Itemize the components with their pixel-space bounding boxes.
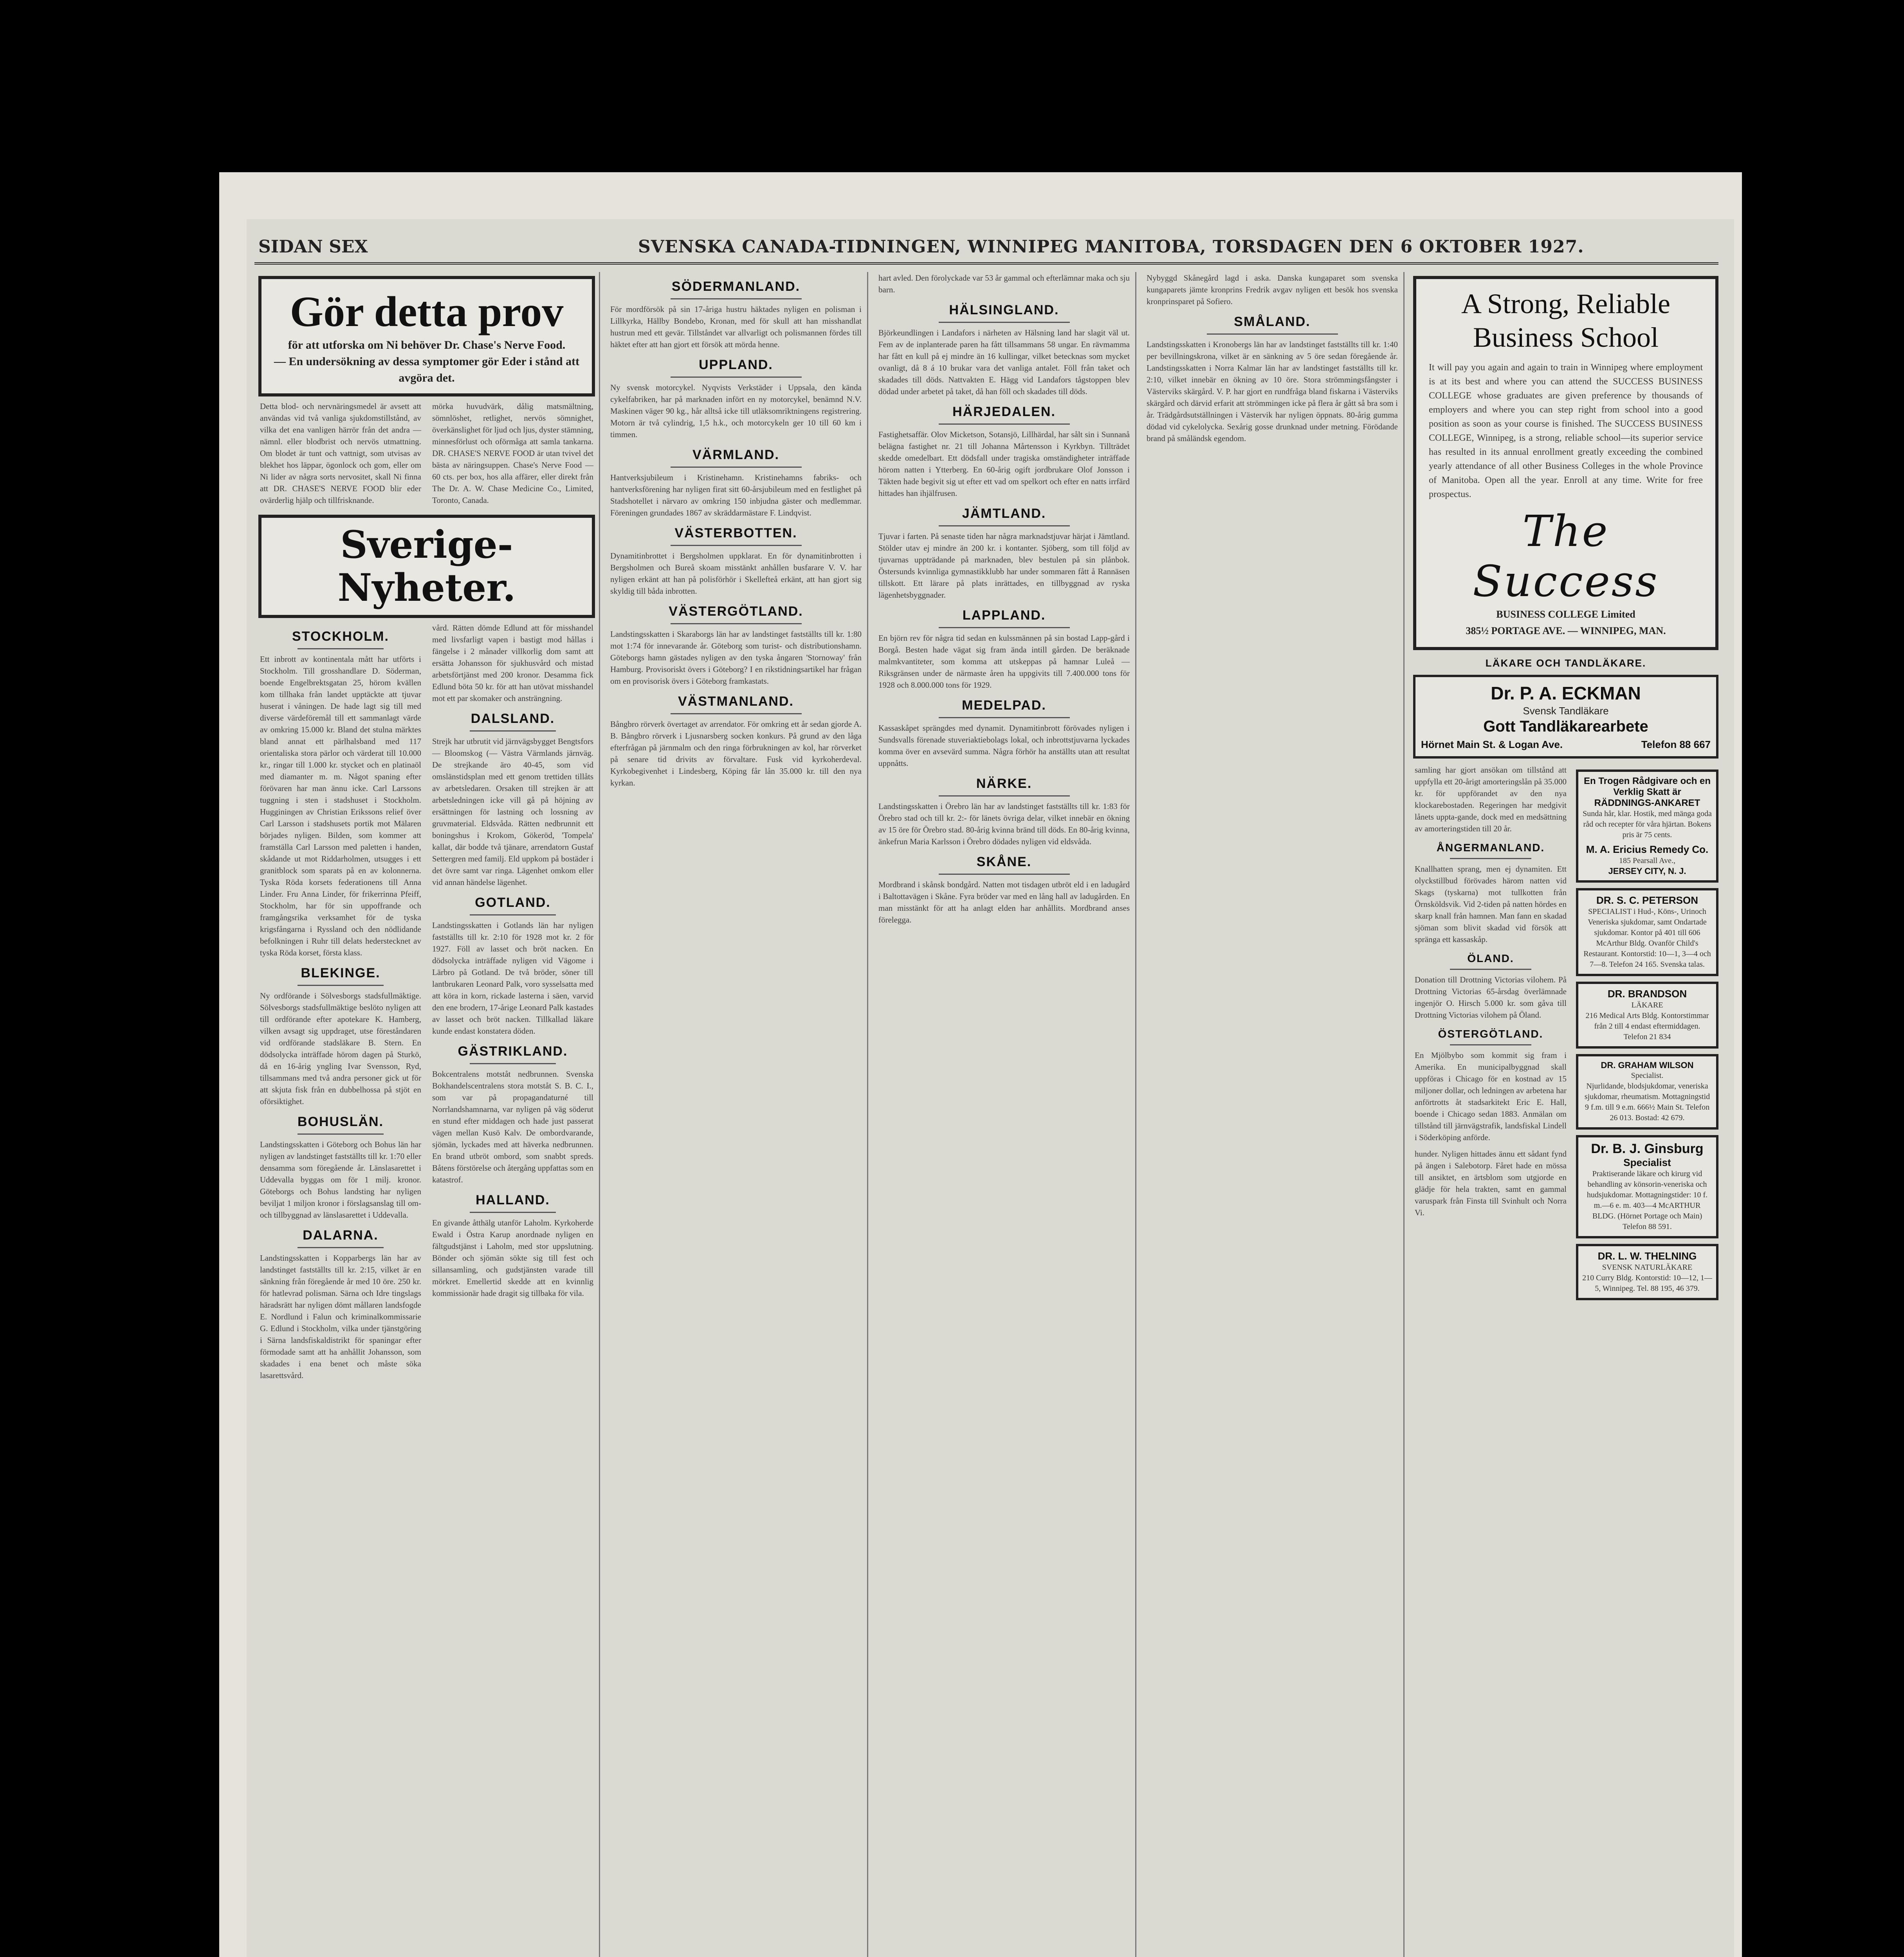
ericius-city: JERSEY CITY, N. J. [1608, 866, 1686, 876]
school-ad-title-1: A Strong, Reliable [1461, 288, 1670, 319]
section-text-harjedalen: Fastighetsaffär. Olov Micketson, Sotansjö, Lillhärdal, har sålt sin i Sunnanå belägna fastighet nr. 21 till Johanna Mårtensson i Kyrkbyn. Tillträdet skedde omedelbart. Ett dödsfall under tragiska omständigheter inträffade hörom natten i Ytterberg. En 60-årig ogift jordbrukare Olof Jonsson i Täkten hade begivit sig ut efter ett vad om spelkort och efter en natts irrfärd hittades han ihjälfrusen. [878, 430, 1130, 498]
section-head-stockholm: STOCKHOLM. [292, 629, 389, 644]
chase-ad [258, 276, 595, 396]
col5-news [1409, 764, 1572, 1306]
column-2 [605, 272, 868, 1957]
section-text-stockholm: Ett inbrott av kontinentala mått har utförts i Stockholm. Till grosshandlare D. Söderman, boende Engelbrektsgatan 25, hörom kvällen kom tillhaka från landet upptäckte att tjuvar huserat i våningen. De hade lagt sig till med diverse värdeföremål till ett sammanlagt värde av omkring 15.000 kr. Bland det stulna märktes bland annat ett pärlhalsband med 117 orientaliska stora pärlor och värderat till 10.000 kr., ringar till 1.000 kr. stycket och en platinaöl med diamanter m. m. Något spaning efter förövaren har man ännu icke. Carl Larssons tuggning i sten i stadshuset i Stockholm. Hugginingen av Christian Erikssons relief över Carl Larsson i stadshusets portik mot Mälaren börjades nyligen. Bilden, som kommer att framställa Carl Larsson med paletten i handen, skådande ut mot Riddarholmen, utsugges i ett granitblock som sparats på en av kolonnerna. Tyska Röda korsets federationens till Anna Linder. Fru Anna Linder, för frikerrinna Pfeiff, Stockholm, har för sin uppoffrande och framgångsrika verksamhet för de tyska krigsfångarna i Ryssland och den nödlidande befolkningen i Ruhr till delats hederstecknet av tyska Röda korset, första klass. [260, 654, 421, 957]
section-head-sodermanland: SÖDERMANLAND. [671, 279, 801, 294]
section-text-narke: Landstingsskatten i Örebro län har av landstinget fastställts till kr. 1:83 för Örebro stad och till kr. 2:- för länets övriga delar, vilket innebär en ökning av 15 öre för Örebro stad. 80-årig kvinna bränd till döds. En 80-årig kvinna, änkefrun Maria Karlsson i Örebro dödades nyligen vid eldsvåda. [878, 802, 1130, 846]
section-head-skane: SKÅNE. [976, 854, 1032, 869]
section-head-medelpad: MEDELPAD. [962, 698, 1046, 713]
chase-ad-body [254, 400, 599, 511]
divider [939, 874, 1070, 875]
brandson-body: 216 Medical Arts Bldg. Kontorstimmar från 2 till 4 endast eftermiddagen. Telefon 21 834 [1585, 1011, 1709, 1041]
section-head-dalarna: DALARNA. [303, 1228, 379, 1243]
section-text-ostergotland: En Mjölbybo som kommit sig fram i Amerika. En municipalbyggnad skall uppföras i Chicago för en kostnad av 15 miljoner dollar, och ledningen av arbetena har anförtrotts åt stadsarkitekt Eric E. Hall, boende i Chicago sedan 1883. Anmälan om tillstånd till järnvägstrafik, landsfiskal Lindell i Söderköping anförde. [1415, 1051, 1567, 1142]
ericius-ad [1576, 769, 1718, 883]
col5-doctor-ads [1572, 764, 1722, 1306]
chase-ad-body-left: Detta blod- och nervnäringsmedel är avsett att användas vid två vanliga sjukdomstillstånd, av vilka det ena vanligen härrör från det andra — nämnl. eller blodbrist och nervös utmattning. Om blodet är tunt och vattnigt, som utvisas av blekhet hos läppar, ögonlock och gom, eller om Ni lider av några sorts nervositet, skall Ni finna att DR. CHASE'S NERVE FOOD blir eder ovärderlig hjälp och tillfrisknande. [260, 402, 421, 505]
ginsburg-ad [1576, 1135, 1718, 1238]
section-head-vastergotland: VÄSTERGÖTLAND. [669, 604, 803, 619]
section-text-col5-mid: samling har gjort ansökan om tillstånd att uppfylla ett 20-årigt amorteringslån på 35.000 kr. för uppförandet av den nya klockarebostaden. Regeringen har medgivit lånets uppta-gande, dock med en medsättning av amorteringstiden till 20 år. [1415, 765, 1567, 833]
section-text-sodermanland: För mordförsök på sin 17-åriga hustru häktades nyligen en polisman i Lillkyrka, Hällby Bondebo, Kronan, med för skull att han misshandlat hustrun med ett gevär. Tillståndet var allvarligt och polismannen fördes till häktet efter att han gjort ett försök att mörda henne. [610, 305, 862, 349]
section-head-dalsland: DALSLAND. [471, 711, 555, 726]
peterson-ad [1576, 888, 1718, 976]
divider [1450, 1044, 1531, 1045]
ginsburg-title: Specialist [1623, 1157, 1671, 1168]
section-text-jamtland: Tjuvar i farten. På senaste tiden har några marknadstjuvar härjat i Jämtland. Stölder utav ej mindre än 200 kr. i kontanter. Sjöberg, som till följd av tjuvarnas uppträdande på marknaden, blev bestulen på sin plånbok. Östersunds kvinnliga gymnastikklubb har under sommaren fått å Rannäsen tillskott. Ett lärare på plats inrättades, en tillbyggnad av ryska lägenhetsbyggnader. [878, 532, 1130, 600]
divider [470, 1212, 556, 1213]
divider [470, 914, 556, 915]
ginsburg-body: Praktiserande läkare och kirurg vid behandling av könsorin-veneriska och hudsjukdomar. Mottagningstider: 10 f. m.—6 e. m. 403—4 McARTHUR BLDG. (Hörnet Portage och Main) Telefon 88 591. [1587, 1170, 1708, 1231]
divider [1450, 969, 1531, 970]
column-1 [254, 272, 600, 1957]
col1-news [254, 622, 599, 1386]
eckman-service: Gott Tandläkarearbete [1483, 718, 1648, 735]
chase-ad-subheadline-2: — En undersökning av dessa symptomer gör Eder i stånd att avgöra det. [274, 355, 580, 384]
section-text-oland: Donation till Drottning Victorias vilohem. På Drottning Victorias 65-årsdag överlämnade ingenjör O. Hirsch 5.000 kr. som gåva till Drottning Victorias vilohem på Öland. [1415, 975, 1567, 1020]
section-head-halsingland: HÄLSINGLAND. [949, 303, 1059, 317]
thelning-body: 210 Curry Bldg. Kontorstid: 10—12, 1—5, Winnipeg. Tel. 88 195, 46 379. [1582, 1274, 1712, 1293]
section-text-blekinge: Ny ordförande i Sölvesborgs stadsfullmäktige. Sölvesborgs stadsfullmäktige beslöto nyligen att till ordförande efter apotekare K. Hamberg, vilken avsagt sig uppdraget, utse föreståndaren vid ordförande stadsläkare B. Stern. En dödsolycka inträffade hörom dagen på Sturkö, då en 16-årig yngling Ivar Svensson, Ryd, tillsammans med två andra personer gick ut för att skjuta fisk från en dubbelhossa på stjöt en oförsiktighet. [260, 991, 421, 1106]
school-ad-address: 385½ PORTAGE AVE. — WINNIPEG, MAN. [1466, 625, 1666, 636]
section-head-gotland: GOTLAND. [475, 895, 551, 910]
section-head-jamtland: JÄMTLAND. [962, 506, 1046, 521]
section-text-halsingland: Björkeundlingen i Landafors i närheten av Hälsning land har slagit väl ut. Fem av de inplanterade paren ha fått tillsammans 58 ungar. En rävmamma har fått en kull på ej mindre än 16 kullingar, vilket betecknas som mycket ovanligt, då 8 á 10 brukar vara det vanliga antalet. Föll från taket och skadades till döds. Nattvakten E. Hägg vid Landafors tågstoppen blev dödad under arbetet på taket, då han föll och skadades till döds. [878, 328, 1130, 396]
divider [939, 525, 1070, 526]
divider [671, 713, 802, 714]
divider [671, 377, 802, 378]
section-head-narke: NÄRKE. [976, 776, 1032, 791]
divider [298, 1133, 384, 1135]
section-text-vasterbotten: Dynamitinbrottet i Bergsholmen uppklarat. En för dynamitinbrotten i Bergsholmen och Bureå skoam misstänkt anhållen busfarare V. V. har nyligen erkänt att han på polisförhör i Skellefteå erkänt, att han gjort sig skyldig till båda inbrotten. [610, 551, 862, 596]
section-head-lappland: LAPPLAND. [962, 608, 1046, 623]
page-number: SIDAN SEX [258, 237, 368, 257]
section-head-smaland: SMÅLAND. [1234, 314, 1311, 329]
section-text-varmland: Hantverksjubileum i Kristinehamn. Kristinehamns fabriks- och hantverksförening har nyligen firat sitt 60-årsjubileum med en festlighet på Stadshotellet i närvaro av omkring 150 inbjudna gäster och medlemmar. Föreningen grundades 1867 av skräddarmästare F. Lindqvist. [610, 473, 862, 517]
section-text-dalarna: Landstingsskatten i Kopparbergs län har av landstinget fastställts till kr. 2:15, vilket är en sänkning från föregående år med 10 öre. 250 kr. för hatlevrad polisman. Särna och Idre tingslags häradsrätt har nyligen dömt mållaren landsfogde E. Nordlund i Falun och kriminalkommissarie G. Edlund i Stockholm, vilka under tjänstgöring i Särna landsfiskaldistrikt för spaningar efter förmodade samt att ha anhållit Johansson, som skadades i ena benet och måste söka lasarettsvård. [260, 1253, 421, 1380]
divider [671, 545, 802, 546]
divider [470, 1063, 556, 1064]
column-5 [1409, 272, 1722, 1957]
success-logo: The Success [1473, 506, 1659, 606]
section-head-angermanland: ÅNGERMANLAND. [1436, 842, 1545, 854]
section-head-oland: ÖLAND. [1467, 952, 1514, 964]
divider [298, 985, 384, 986]
col1-news-right [427, 622, 599, 1386]
divider [671, 298, 802, 299]
wilson-title: Specialist. [1631, 1071, 1664, 1080]
col5-lower [1409, 764, 1722, 1306]
divider [939, 423, 1070, 425]
sverige-nyheter-banner [258, 515, 595, 618]
brandson-title: LÄKARE [1631, 1001, 1663, 1009]
divider [939, 717, 1070, 718]
section-text-col5-bottom: hunder. Nyligen hittades ännu ett sådant fynd på ängen i Salebotorp. Fåret hade en mössa till ansiktet, en ärtsblom som utgjorde en glädje för hela trakten, samt en gammal varuspark från Finsta till Svinhult och Norra Vi. [1415, 1149, 1567, 1217]
section-text-vastergotland: Landstingsskatten i Skaraborgs län har av landstinget fastställts till kr. 1:80 mot 1:74 för innevarande år. Göteborg som turist- och distributionshamn. Göteborgs hamn gästades nyligen av den tyska ångaren 'Stornoway' från Hamburg. Provisoriskt övers i Göteborg? I en rikstidningsartikel har frågan om en provisorisk övers i Göteborg framkastats. [610, 629, 862, 686]
eckman-phone: Telefon 88 667 [1641, 739, 1711, 750]
section-head-vasterbotten: VÄSTERBOTTEN. [674, 526, 797, 541]
section-head-gastrikland: GÄSTRIKLAND. [458, 1044, 568, 1059]
chase-ad-subheadline: för att utforska om Ni behöver Dr. Chase's Nerve Food. [288, 339, 566, 351]
eckman-contact [1421, 739, 1711, 751]
section-text-lappland: En björn rev för några tid sedan en kulssmännen på sin bostad Lapp-gård i Borgå. Besten hade vägat sig fram ända intill gården. De beräknade malmkvantiteter, som komma att utskeppas på hamnar Luleå — Riksgränsen under de närmaste åren ha uppgivits till 7.400.000 tons för 1928 och 8.000.000 tons för 1929. [878, 633, 1130, 690]
chase-ad-body-right: mörka huvudvärk, dålig matsmältning, sömnlöshet, retlighet, nervös sömnighet, överkänslighet för ljud och ljus, dyster stämning, minnesförlust och oförmåga att samla tankarna. DR. CHASE'S NERVE FOOD är utan tvivel det bästa av näringsuppen. Chase's Nerve Food — 60 cts. per box, hos alla affärer, eller direkt från The Dr. A. W. Chase Medicine Co., Limited, Toronto, Canada. [432, 402, 593, 505]
school-ad-body: It will pay you again and again to train in Winnipeg where employment is at its best and where you can attend the SUCCESS BUSINESS COLLEGE whose graduates are given preference by thousands of employers and where you can step right from school into a good position as soon as your course is finished. The SUCCESS BUSINESS COLLEGE, Winnipeg, is a strong, reliable school—its superior service has resulted in its annual enrollment greatly exceeding the combined yearly attendance of all other Business Colleges in the whole Province of Manitoba. Open all the year. Enroll at any time. Write for free prospectus. [1429, 362, 1703, 499]
eckman-title: Svensk Tandläkare [1523, 705, 1609, 717]
school-ad-title-2: Business School [1473, 322, 1659, 353]
peterson-body: SPECIALIST i Hud-, Köns-, Urinoch Veneriska sjukdomar, samt Ondartade sjukdomar. Kontor på 401 till 606 McArthur Bldg. Ovanför Child's Restaurant. Kontorstid: 10—1, 3—4 och 7—8. Telefon 24 165. Svenska talas. [1583, 907, 1711, 969]
section-text-gastrikland: Bokcentralens motståt nedbrunnen. Svenska Bokhandelscentralens stora motståt S. B. C. I., som var på propagandaturné till Norrlandshamnarna, var nyligen på väg söderut en stund efter middagen och hade just passerat vägen mellan Kusö Kalv. De ombordvarande, sjömän, lyckades med att häverka nedbrunnen. En brand utbröt ombord, som snabbt spreds. Båtens förstörelse och återgång uppfattas som en katastrof. [432, 1069, 593, 1184]
school-ad-company: BUSINESS COLLEGE Limited [1496, 609, 1635, 620]
column-3 [873, 272, 1136, 1957]
divider [1450, 858, 1531, 859]
section-head-varmland: VÄRMLAND. [692, 447, 779, 462]
ginsburg-name: Dr. B. J. Ginsburg [1591, 1141, 1704, 1156]
section-head-bohuslan: BOHUSLÄN. [297, 1114, 384, 1129]
thelning-ad [1576, 1244, 1718, 1300]
section-head-blekinge: BLEKINGE. [301, 966, 380, 980]
section-head-halland: HALLAND. [476, 1193, 550, 1207]
eckman-name: Dr. P. A. ECKMAN [1491, 683, 1641, 703]
section-text-gotland: Landstingsskatten i Gotlands län har nyligen fastställts till kr. 2:10 för 1928 mot kr. 2 för 1927. Föll av lasset och bröt nacken. En dödsolycka inträffade nyligen vid Vägome i Lärbro på Gotland. De två bröder, söner till lantbrukaren Leonard Palk, voro sysselsatta med att köra in korn, rickade lasterna i säen, varvid den ene brodern, 17-årige Leonard Palk kastades av lasset och bröt nacken. Tillkallad läkare kunde endast konstatera döden. [432, 921, 593, 1036]
divider [939, 627, 1070, 628]
section-text-col4-top: Nybyggd Skånegård lagd i aska. Danska kungaparet som svenska kungaparets jämte kronprins Fredrik avgav nyligen ett besök hos svenska kronprinsparet på Sofiero. [1147, 273, 1398, 306]
ericius-body: Sunda hår, klar. Hostik, med mänga goda råd och recepter för våra hjärtan. Bokens pris är 75 cents. [1583, 809, 1712, 839]
section-text-bohuslan: Landstingsskatten i Göteborg och Bohus län har nyligen av landstinget fastställts till kr. 1:70 eller densamma som föregående år. Länslasarettet i Uddevalla byggas om för 1 milj. kronor. Göteborgs och Bohus landsting har nyligen beviljat 1 miljon kronor i förslagsanslag till om- och tillbyggnad av länslasarettet i Uddevalla. [260, 1140, 421, 1220]
section-head-vastmanland: VÄSTMANLAND. [678, 694, 794, 709]
section-text-angermanland: Knallhatten sprang, men ej dynamiten. Ett olyckstillbud förövades härom natten vid Skags (tyskarna) mot tullkotten från Örnsköldsvik. Vid 2-tiden på natten hördes en skarp knall från hamnen. Man fann en skadad sjöman som blivit skadad vid försök att spränga ett kassaskåp. [1415, 864, 1567, 944]
directory-heading: LÄKARE OCH TANDLÄKARE. [1485, 657, 1646, 669]
divider [1207, 333, 1338, 335]
eckman-address: Hörnet Main St. & Logan Ave. [1421, 739, 1563, 750]
thelning-name: DR. L. W. THELNING [1597, 1250, 1697, 1262]
peterson-name: DR. S. C. PETERSON [1596, 894, 1698, 906]
wilson-body: Njurlidande, blodsjukdomar, veneriska sjukdomar, rheumatism. Mottagningstid 9 f.m. till 9 e.m. 666½ Main St. Telefon 26 013. Bostad: 42 679. [1584, 1082, 1710, 1122]
school-ad [1413, 276, 1718, 650]
ericius-company: M. A. Ericius Remedy Co. [1586, 843, 1709, 855]
section-text-dalsland: Strejk har utbrutit vid järnvägsbygget Bengtsfors — Bloomskog (— Västra Värmlands järnväg. De strejkande äro 40-45, som vid omslänstidsplan med ett genom trettiden tillåts av arbetsledaren. Orsaken till strejken är att arbetsledningen icke vill gå på höjning av ersättningen för lastning och lossning av gruvmaterial. Eldsvåda. Rätten nedbrunnit ett boningshus i Krokom, Gökeröd, 'Tompela' kallat, där bodde två tjänare, arrendatorn Gustaf Settergren med familj. Eld uppkom på bostäder i det övre samt var ringa. Lägenhet omkom eller vid annan händelse lägenhet. [432, 737, 593, 887]
ericius-head: En Trogen Rådgivare och en Verklig Skatt är RÄDDNINGS-ANKARET [1583, 776, 1711, 808]
section-head-uppland: UPPLAND. [699, 357, 773, 372]
section-text-medelpad: Kassaskåpet sprängdes med dynamit. Dynamitinbrott förövades nyligen i Sundsvalls förenade stuveriaktiebolags lokal, och inbrottstjuvarna lyckades komma över en avsevärd summa. Några förhör ha anställts utan att resultat uppnåtts. [878, 723, 1130, 768]
section-text-smaland: Landstingsskatten i Kronobergs län har av landstinget fastställts till kr. 1:40 per bevillningskrona, vilket är en sänkning av 5 öre sedan föregående år. Landstingsskatten i Norra Kalmar län har av landstinget fastställts till kr. 2:10, vilket innebär en ökning av 10 öre. Stora strömmingsfångster i Västerviks skärgård. V. P. har gjort en rundfråga bland fiskarna i Västerviks skärgård och därvid erfarit att strömmingen icke på flera år gått så bra som i år. Trädgårdsutställningen i Västervik har nyligen öppnats. 80-årig gumma dödad vid cykelolycka. Sexårig gosse drunknad under metning. Förödande brand på småländsk egendom. [1147, 340, 1398, 443]
divider [939, 322, 1070, 323]
wilson-ad [1576, 1054, 1718, 1130]
section-text-vastmanland: Bångbro rörverk övertaget av arrendator. För omkring ett år sedan gjorde A. B. Bångbro rörverk i Ljusnarsberg socken konkurs. På grund av den låga efterfrågan på järnmalm och den ringa förbrukningen av kol, har rörverket på senare tid drivits av förvaltare. Fusk vid kyrkoherdeval. Kyrkobegivenhet i Lindesberg, Köping får lån 35.000 kr. till den nya kyrkan. [610, 719, 862, 787]
chase-ad-headline: Gör detta prov [290, 288, 564, 335]
divider [939, 795, 1070, 796]
sverige-nyheter-title: Sverige-Nyheter. [337, 523, 516, 610]
eckman-ad [1413, 675, 1718, 759]
newspaper-page [247, 219, 1734, 1957]
brandson-name: DR. BRANDSON [1607, 988, 1687, 1000]
column-4 [1141, 272, 1405, 1957]
divider [298, 1247, 384, 1248]
brandson-ad [1576, 982, 1718, 1049]
ericius-street: 185 Pearsall Ave., [1619, 856, 1676, 865]
divider [671, 623, 802, 624]
thelning-title: SVENSK NATURLÄKARE [1602, 1263, 1693, 1272]
section-text-skane: Mordbrand i skånsk bondgård. Natten mot tisdagen utbröt eld i en ladugård i Baltottavägen i Skåne. Fyra bröder var med en lång hall av ladugården. En man misstänkt för att ha anlagt elden har anhållits. Mordbrand anses förelegga. [878, 880, 1130, 924]
wilson-name: DR. GRAHAM WILSON [1601, 1060, 1694, 1070]
divider [298, 648, 384, 649]
masthead [254, 227, 1718, 265]
section-text-halland: En givande åtthälg utanför Laholm. Kyrkoherde Ewald i Östra Karup anordnade nyligen en fältgudstjänst i Laholm, med stor uppslutning. Bönder och sjömän sökte sig till fest och sillansamling, och gudstjänsten varade till mörkret. Emellertid skedde att en kvinnlig kommissionär hade dragit sig tillbaka för vila. [432, 1218, 593, 1298]
col1-news-left [254, 622, 427, 1386]
divider [671, 467, 802, 468]
section-text-uppland: Ny svensk motorcykel. Nyqvists Verkstäder i Uppsala, den kända cykelfabriken, har på marknaden infört en ny motorcykel, benämnd N.V. Maskinen väger 90 kg., hår alltså icke till utläksomriktningens registrering. Motorn är två cylindrig, 1,5 h.k., och motorcykeln ger 10 till 60 km i timmen. [610, 383, 862, 439]
divider [470, 730, 556, 732]
section-head-harjedalen: HÄRJEDALEN. [952, 404, 1056, 419]
section-text-col2-top: vård. Rätten dömde Edlund att för misshandel med livsfarligt vapen i bastigt mod hållas i fängelse i 2 månader villkorlig dom samt att ersätta Johansson för sjukhusvård och mistad arbetsförtjänst med 200 kronor. Desamma fick Edlund böta 50 kr. för att han utövat misshandel mot ett par skomaker och ansträngning. [432, 623, 593, 703]
section-text-col3-top: hart avled. Den förolyckade var 53 år gammal och efterlämnar maka och sju barn. [878, 273, 1130, 294]
newspaper-title: SVENSKA CANADA-TIDNINGEN, WINNIPEG MANITOBA, TORSDAGEN DEN 6 OKTOBER 1927. [638, 237, 1584, 257]
section-head-ostergotland: ÖSTERGÖTLAND. [1438, 1028, 1543, 1040]
